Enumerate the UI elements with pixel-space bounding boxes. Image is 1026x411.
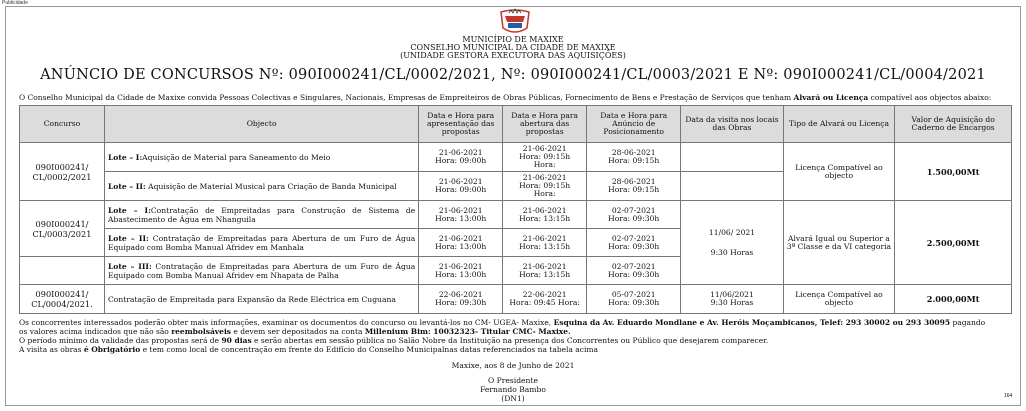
table-header-row [20,106,1012,143]
col-header-visita: Data da visita nos locais das Obras [681,106,783,143]
objecto-cell: Lote – I:Contratação de Empreitadas para Construção de Sistema de Abastecimento de Água em Nhanguila [104,201,418,229]
footer-payment-line: os valores acima indicados que não são reembolsáveis e devem ser depositados na conta Millenium Bim: 10032323- Titular CMC- Maxixe. [19,327,571,336]
col-header-apresentacao: Data e Hora para apresentação das propostas [419,106,503,143]
signature-name: Fernando Bambo [480,385,546,394]
apresentacao-cell: 21-06-2021 Hora: 13:00h [419,201,503,229]
signature-role: O Presidente [488,376,538,385]
signature-date: Maxixe, aos 8 de Junho de 2021 [451,361,575,370]
alvara-cell: Alvará Igual ou Superior a 3ª Classe e da VI categoria [783,201,895,285]
objecto-cell: Lote – II: Aquisição de Material Musical para Criação de Banda Municipal [104,172,418,201]
valor-cell: 2.000,00Mt [895,285,1012,314]
concurso-cell: 090I000241/ CL/0003/2021 [20,201,105,257]
anuncio-cell: 02-07-2021 Hora: 09:30h [587,201,681,229]
signature-ref: (DN1) [501,394,525,403]
visita-cell: 11/06/2021 9:30 Horas [681,285,783,314]
objecto-cell: Contratação de Empreitada para Expansão da Rede Eléctrica em Cuguana [104,285,418,314]
header-unit: (UNIDADE GESTORA EXECUTORA DAS AQUISIÇÕES) [400,51,626,60]
anuncio-cell: 02-07-2021 Hora: 09:30h [587,257,681,285]
table-row [20,143,1012,172]
concurso-cell [20,257,105,285]
section-label: Publicidade [2,0,28,6]
abertura-cell: 21-06-2021 Hora: 09:15h Hora: [503,143,587,172]
footer-validity-line: O período mínimo da validade das propostas será de 90 dias e serão abertas em sessão pública no Salão Nobre da Instituição na presença dos Concorrentes ou Público que desejarem comparecer. [19,336,769,345]
abertura-cell: 21-06-2021 Hora: 13:15h [503,257,587,285]
apresentacao-cell: 21-06-2021 Hora: 09:00h [419,172,503,201]
col-header-valor: Valor de Aquisição do Caderno de Encargos [895,106,1012,143]
anuncio-cell: 28-06-2021 Hora: 09:15h [587,143,681,172]
apresentacao-cell: 21-06-2021 Hora: 13:00h [419,229,503,257]
table-row [20,285,1012,314]
col-header-abertura: Data e Hora para abertura das propostas [503,106,587,143]
valor-cell: 2.500,00Mt [895,201,1012,285]
visita-cell: 11/06/ 2021 9:30 Horas [681,201,783,285]
abertura-cell: 21-06-2021 Hora: 13:15h [503,229,587,257]
tenders-table [19,105,1012,314]
footer-info-line: Os concorrentes interessados poderão obter mais informações, examinar os documentos do concurso ou levantá-los no CM- UGEA- Maxixe, Esquina da Av. Eduardo Mondlane e Av. Heróis Moçambicanos, Telef: 293 30002 ou 293 30095 pagando [19,318,986,327]
table-row [20,201,1012,229]
abertura-cell: 22-06-2021 Hora: 09:45 Hora: [503,285,587,314]
footer-visit-line: A visita as obras é Obrigatório e tem como local de concentração em frente do Edifício do Conselho Municipalnas datas referenciados na tabela acima [19,345,598,354]
alvara-cell: Licença Compatível ao objecto [783,143,895,201]
page-title: ANÚNCIO DE CONCURSOS Nº: 090I000241/CL/0002/2021, Nº: 090I000241/CL/0003/2021 E Nº: 090I000241/CL/0004/2021 [40,67,986,83]
municipal-crest-icon [497,8,533,36]
concurso-cell: 090I000241/ CL/0004/2021. [20,285,105,314]
objecto-cell: Lote – II: Contratação de Empreitadas para Abertura de um Furo de Água Equipado com Bomba Manual Afridev em Manhala [104,229,418,257]
anuncio-cell: 02-07-2021 Hora: 09:30h [587,229,681,257]
objecto-cell: Lote – III: Contratação de Empreitadas para Abertura de um Furo de Água Equipado com Bomba Manual Afridev em Nhapata de Palha [104,257,418,285]
header-municipality: MUNICÍPIO DE MAXIXE [462,35,564,44]
objecto-cell: Lote – I:Aquisição de Material para Saneamento do Meio [104,143,418,172]
concurso-cell: 090I000241/ CL/0002/2021 [20,143,105,201]
col-header-anuncio: Data e Hora para Anúncio de Posicionamento [587,106,681,143]
page-number: 164 [1004,393,1013,399]
col-header-objecto: Objecto [104,106,418,143]
intro-paragraph: O Conselho Municipal da Cidade de Maxixe convida Pessoas Colectivas e Singulares, Nacionais, Empresas de Empreiteiros de Obras Públicas, Fornecimento de Bens e Prestação de Serviços que tenham Alvará ou Licença compatível aos objectos abaixo: [19,93,992,102]
anuncio-cell: 28-06-2021 Hora: 09:15h [587,172,681,201]
apresentacao-cell: 21-06-2021 Hora: 09:00h [419,143,503,172]
anuncio-cell: 05-07-2021 Hora: 09:30h [587,285,681,314]
valor-cell: 1.500,00Mt [895,143,1012,201]
visita-cell [681,143,783,172]
visita-cell [681,172,783,201]
col-header-concurso: Concurso [20,106,105,143]
col-header-alvara: Tipo de Alvará ou Licença [783,106,895,143]
abertura-cell: 21-06-2021 Hora: 09:15h Hora: [503,172,587,201]
abertura-cell: 21-06-2021 Hora: 13:15h [503,201,587,229]
apresentacao-cell: 22-06-2021 Hora: 09:30h [419,285,503,314]
alvara-cell: Licença Compatível ao objecto [783,285,895,314]
header-council: CONSELHO MUNICIPAL DA CIDADE DE MAXIXE [410,43,616,52]
apresentacao-cell: 21-06-2021 Hora: 13:00h [419,257,503,285]
